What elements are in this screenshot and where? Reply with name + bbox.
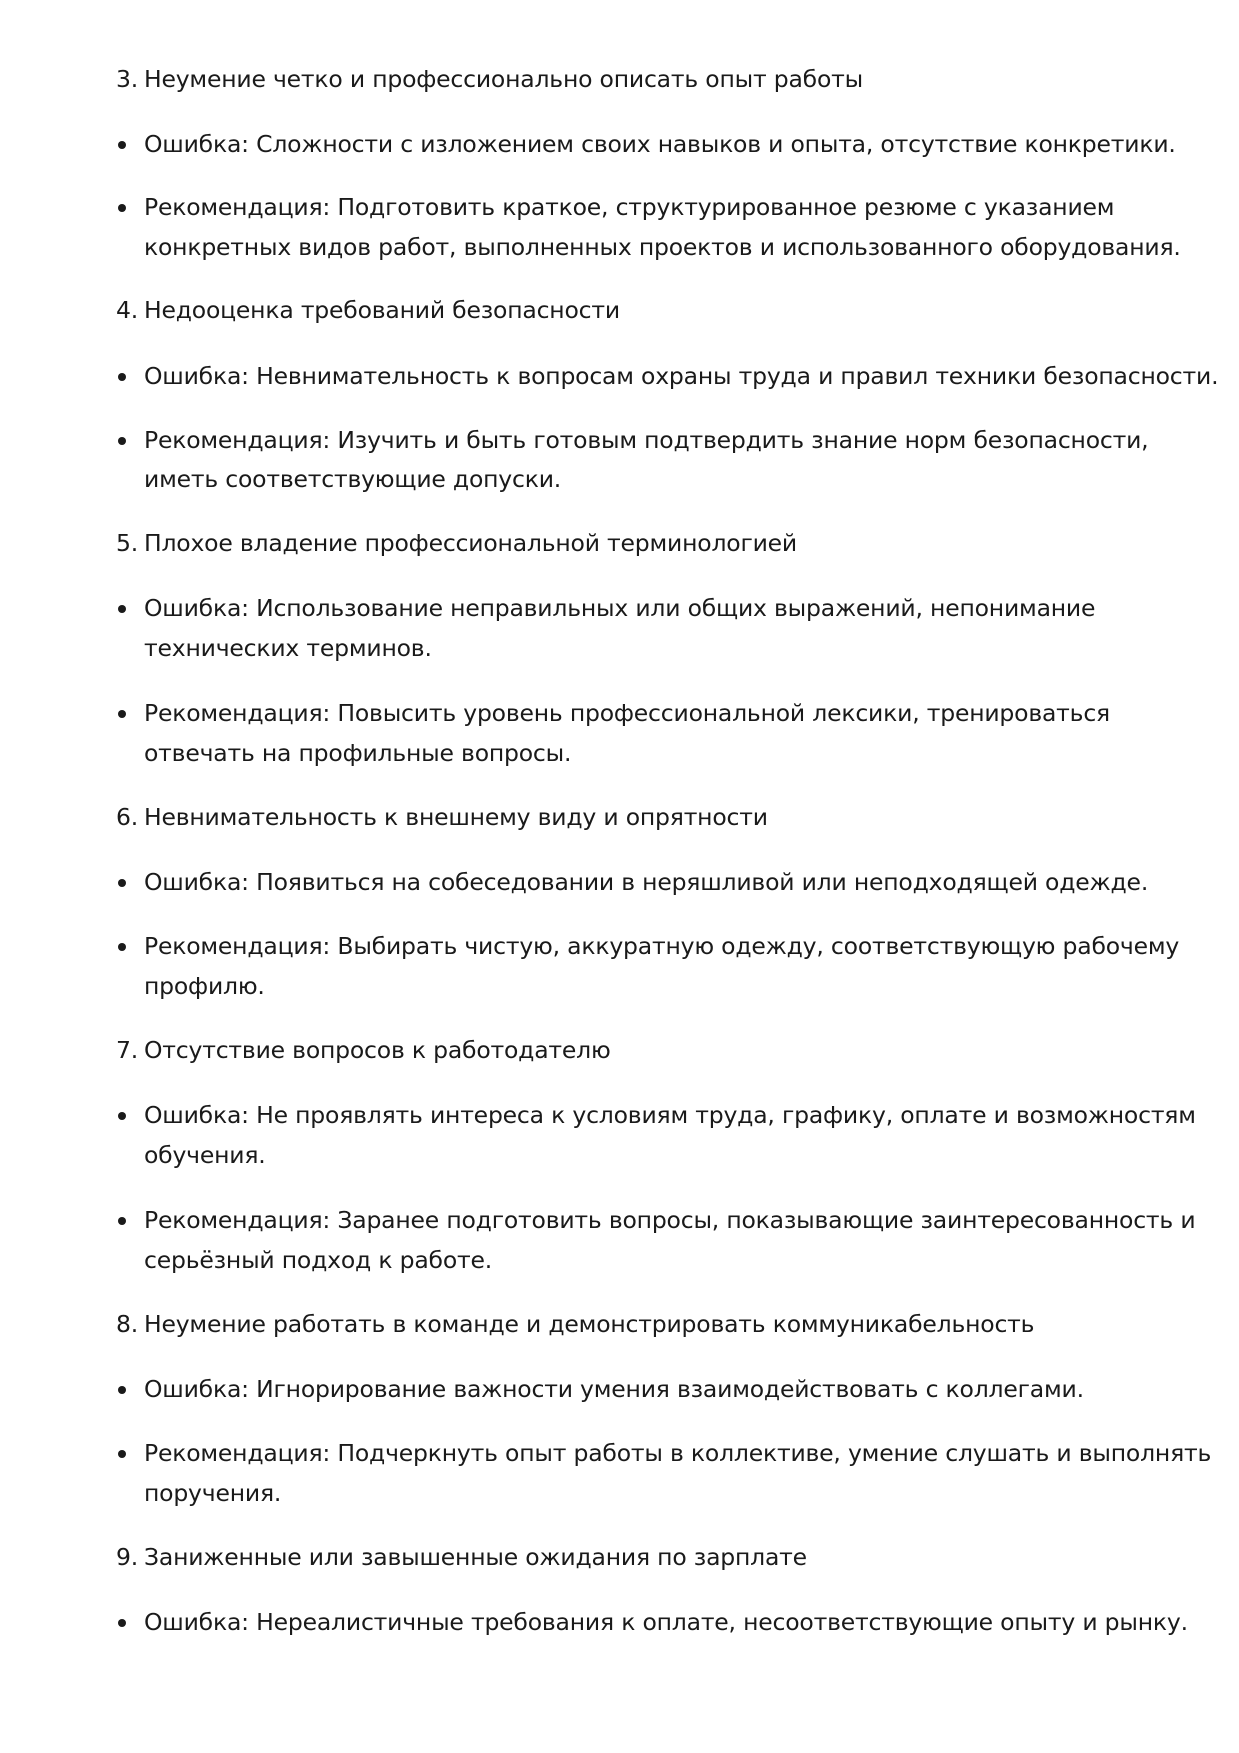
recommendation-line: конкретных видов работ, выполненных проектов и использованного оборудования.	[144, 233, 1181, 261]
section-number: 7.	[116, 1036, 139, 1064]
bullet-icon	[118, 204, 126, 212]
recommendation-line: Рекомендация: Подготовить краткое, структурированное резюме с указанием	[144, 193, 1115, 221]
bullet-icon	[118, 605, 126, 613]
bullet-icon	[118, 373, 126, 381]
bullet-icon	[118, 879, 126, 887]
section-heading: Невнимательность к внешнему виду и опрятности	[144, 803, 768, 831]
bullet-icon	[118, 1450, 126, 1458]
section-number: 3.	[116, 65, 139, 93]
recommendation-line: Рекомендация: Подчеркнуть опыт работы в коллективе, умение слушать и выполнять	[144, 1439, 1212, 1467]
section-number: 4.	[116, 296, 139, 324]
bullet-icon	[118, 943, 126, 951]
bullet-icon	[118, 1386, 126, 1394]
error-line: Ошибка: Не проявлять интереса к условиям труда, графику, оплате и возможностям	[144, 1101, 1196, 1129]
recommendation-line: отвечать на профильные вопросы.	[144, 739, 572, 767]
section-number: 6.	[116, 803, 139, 831]
recommendation-line: Рекомендация: Повысить уровень профессиональной лексики, тренироваться	[144, 699, 1110, 727]
recommendation-line: Рекомендация: Изучить и быть готовым подтвердить знание норм безопасности,	[144, 426, 1149, 454]
recommendation-line: поручения.	[144, 1479, 282, 1507]
section-number: 9.	[116, 1543, 139, 1571]
bullet-icon	[118, 1112, 126, 1120]
error-line: Ошибка: Появиться на собеседовании в неряшливой или неподходящей одежде.	[144, 868, 1149, 896]
recommendation-line: иметь соответствующие допуски.	[144, 465, 562, 493]
section-number: 8.	[116, 1310, 139, 1338]
bullet-icon	[118, 710, 126, 718]
error-line: технических терминов.	[144, 634, 432, 662]
section-heading: Плохое владение профессиональной терминологией	[144, 529, 797, 557]
error-line: Ошибка: Использование неправильных или общих выражений, непонимание	[144, 594, 1096, 622]
error-line: Ошибка: Сложности с изложением своих навыков и опыта, отсутствие конкретики.	[144, 130, 1176, 158]
bullet-icon	[118, 1217, 126, 1225]
error-line: обучения.	[144, 1141, 266, 1169]
section-heading: Заниженные или завышенные ожидания по зарплате	[144, 1543, 807, 1571]
recommendation-line: Рекомендация: Заранее подготовить вопросы, показывающие заинтересованность и	[144, 1206, 1196, 1234]
section-heading: Неумение четко и профессионально описать опыт работы	[144, 65, 863, 93]
bullet-icon	[118, 141, 126, 149]
section-heading: Неумение работать в команде и демонстрировать коммуникабельность	[144, 1310, 1035, 1338]
recommendation-line: Рекомендация: Выбирать чистую, аккуратную одежду, соответствующую рабочему	[144, 932, 1180, 960]
error-line: Ошибка: Невнимательность к вопросам охраны труда и правил техники безопасности.	[144, 362, 1219, 390]
section-heading: Недооценка требований безопасности	[144, 296, 620, 324]
section-heading: Отсутствие вопросов к работодателю	[144, 1036, 611, 1064]
error-line: Ошибка: Нереалистичные требования к оплате, несоответствующие опыту и рынку.	[144, 1608, 1188, 1636]
recommendation-line: серьёзный подход к работе.	[144, 1246, 493, 1274]
recommendation-line: профилю.	[144, 972, 265, 1000]
section-number: 5.	[116, 529, 139, 557]
error-line: Ошибка: Игнорирование важности умения взаимодействовать с коллегами.	[144, 1375, 1084, 1403]
bullet-icon	[118, 437, 126, 445]
bullet-icon	[118, 1619, 126, 1627]
